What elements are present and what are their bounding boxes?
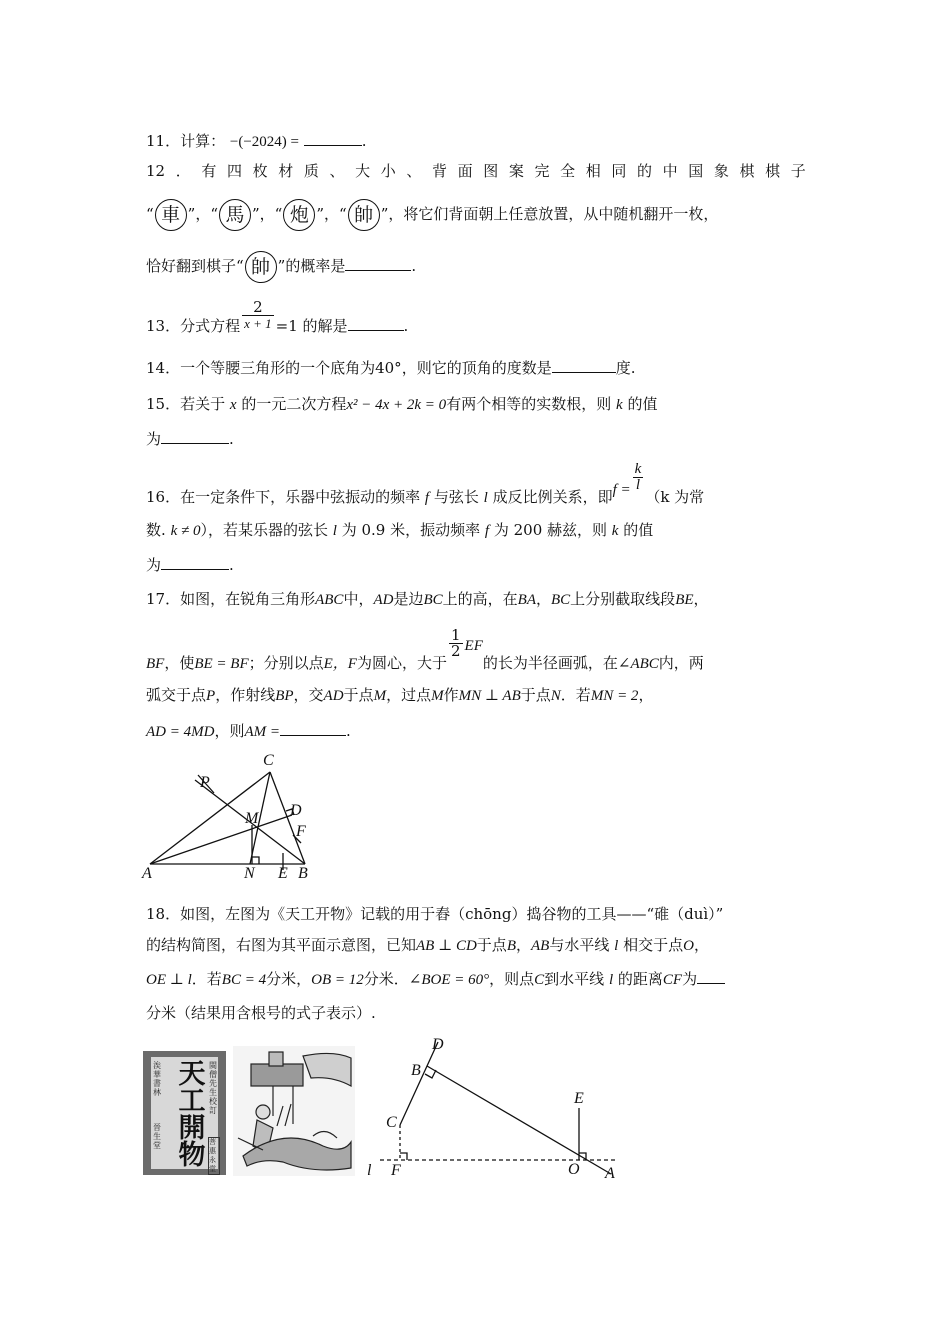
q12-line2-text: ，将它们背面朝上任意放置，从中随机翻开一枚， — [388, 205, 719, 223]
q12-line3-pre: 恰好翻到棋子“ — [146, 257, 244, 275]
book-right-text: 閩僧先生校訂 — [209, 1061, 217, 1115]
fig17-label-F: F — [296, 823, 306, 840]
chess-piece-ma: 馬 — [219, 199, 251, 231]
question-12-line3 — [146, 249, 416, 283]
q12-line1-char: 小 — [380, 162, 396, 180]
q12-line3-post: ”的概率是 — [277, 257, 346, 275]
q13-post: =1 的解是 — [275, 317, 348, 335]
q13-period: . — [403, 317, 409, 335]
q17-line2-ef: E，F — [323, 655, 357, 672]
q12-line1-char: 国 — [688, 162, 704, 180]
q17-line1-mid3: 上的高，在 — [442, 590, 518, 608]
q12-line1-char: 、 — [329, 162, 345, 180]
fig18-label-l: l — [367, 1162, 372, 1179]
q16-line2-mid: ），若某乐器的弦长 — [200, 521, 328, 539]
fig17-label-D: D — [290, 802, 302, 819]
fig17-label-B: B — [298, 865, 308, 880]
q15-answer-blank — [161, 427, 229, 444]
fig18-label-E: E — [574, 1090, 584, 1107]
q12-line1-char: 相 — [585, 162, 601, 180]
q14-pre: 14．一个等腰三角形的一个底角为 — [146, 359, 376, 377]
q12-line1-char: 棋 — [765, 162, 781, 180]
q17-half-num: 1 — [450, 626, 461, 644]
q18-line1: 18．如图，左图为《天工开物》记载的用于舂（chōng）捣谷物的工具——“碓（duì）” — [146, 905, 724, 923]
fig18-label-B: B — [411, 1062, 421, 1079]
q12-answer-blank — [345, 254, 411, 271]
q15-mid: 的一元二次方程 — [241, 395, 347, 413]
question-11 — [146, 129, 367, 153]
q17-line3-p: P — [206, 688, 216, 704]
q12-line1-char: 同 — [611, 162, 627, 180]
q17-be: BE — [675, 592, 694, 608]
q13-answer-blank — [348, 314, 404, 331]
fig17-label-A: A — [142, 865, 152, 880]
q13-numerator: 2 — [242, 300, 274, 316]
q15-period: . — [229, 430, 234, 448]
fig18-label-D: D — [432, 1036, 444, 1053]
q17-line2-c: 为圆心，大于 — [356, 653, 447, 672]
q16-condition: k ≠ 0 — [170, 523, 201, 539]
q17-line1-mid2: 是边 — [393, 590, 424, 608]
chess-piece-shuai-2: 帥 — [245, 251, 277, 283]
q16-var-f: f — [424, 489, 430, 506]
q12-line1-char: 中 — [662, 162, 678, 180]
q17-line2-EF: EF — [464, 637, 483, 654]
q17-line3-n: N — [550, 688, 561, 704]
q18-line2-AB: AB — [531, 938, 550, 954]
q15-var-x: x — [229, 397, 237, 413]
q18-answer-blank — [697, 967, 725, 984]
fig18-label-F: F — [391, 1162, 401, 1179]
q12-line1-char: 子 — [790, 162, 806, 180]
q18-line3-angle: ∠BOE = 60° — [408, 972, 490, 988]
q18-line3-a: ．若 — [191, 970, 222, 988]
q17-line3-mn2: MN = 2 — [590, 688, 639, 704]
q17-line3-f: 作 — [443, 686, 459, 704]
q16-period: . — [229, 556, 234, 574]
q18-line2-B: B — [506, 938, 516, 954]
q17-line3-d: 于点 — [343, 686, 374, 704]
q17-line3-m2: M — [431, 688, 444, 704]
q18-line2-d: 与水平线 — [549, 936, 610, 954]
q12-line1-char: 四 — [226, 162, 242, 180]
fig17-label-C: C — [263, 752, 274, 769]
q12-line1-char: 12 — [146, 162, 166, 180]
q17-answer-blank — [280, 719, 346, 736]
q16-formula-fraction — [633, 462, 644, 493]
q11-answer-blank — [304, 129, 362, 146]
q17-line2-a: ，使 — [164, 653, 195, 672]
fig17-label-P: P — [200, 774, 210, 791]
q12-line1-char: 的 — [636, 162, 652, 180]
q12-line1-char: 棋 — [739, 162, 755, 180]
q12-line1-char: 图 — [483, 162, 499, 180]
question-16-line2: 数. k ≠ 0），若某乐器的弦长 l 为 0.9 米，振动频率 f 为 200 赫兹，则 k 的值 — [146, 521, 654, 539]
q18-line2-c: ， — [515, 936, 531, 954]
q17-line1-mid4: ， — [535, 590, 551, 608]
q16-line2-pre: 数. — [146, 521, 166, 539]
q16-answer-blank — [161, 553, 229, 570]
q17-ad: AD — [373, 592, 394, 608]
q12-line1-char: 有 — [201, 162, 217, 180]
q16-line3: 为 — [146, 556, 162, 574]
question-17-line2 — [146, 626, 704, 672]
q18-line3-ob: OB = 12 — [311, 972, 364, 988]
q18-line2-l: l — [614, 938, 619, 954]
q14-mid: ，则它的顶角的度数是 — [401, 359, 552, 377]
q15-line2: 为 — [146, 430, 162, 448]
q15-post2: 的值 — [627, 395, 658, 413]
question-12-line1 — [146, 160, 806, 182]
tiangong-kaiwu-book-cover — [143, 1051, 226, 1175]
q18-line3-e: 到水平线 — [544, 970, 605, 988]
q14-tail: 度. — [615, 359, 636, 377]
q17-line3-a: 弧交于点 — [146, 686, 207, 704]
q17-comma: ， — [693, 590, 709, 608]
q14-answer-blank — [552, 356, 616, 373]
q18-line3-oe: OE ⊥ l — [146, 972, 192, 988]
q12-period: . — [411, 257, 417, 275]
q18-line3-d: ，则点 — [489, 970, 535, 988]
q17-line4-am: AM = — [244, 724, 280, 740]
q18-line4: 分米（结果用含根号的式子表示）. — [146, 1004, 376, 1022]
q15-equation: x² − 4x + 2k = 0 — [346, 397, 447, 413]
q16-formula-num: k — [634, 461, 642, 477]
q17-bc: BC — [423, 592, 443, 608]
q18-line3-C: C — [534, 972, 545, 988]
question-18-line1 — [146, 903, 723, 925]
fig18-label-O: O — [568, 1161, 580, 1178]
q16-formula-left: f = — [612, 481, 631, 498]
question-12-line2: “ 車 ”，“ 馬 ”，“ 炮 ”，“ 帥 ”，将它们背面朝上任意放置，从中随机翻开一枚， — [146, 197, 718, 231]
q17-line3-m: M — [373, 688, 387, 704]
q17-line3-b: ，作射线 — [215, 686, 276, 704]
q17-line3-bp: BP — [275, 688, 294, 704]
q18-line3-b: 分米， — [266, 970, 312, 988]
figure-18-schematic — [355, 1030, 635, 1190]
q18-line2-b: 于点 — [476, 936, 507, 954]
chess-piece-che: 車 — [155, 199, 187, 231]
question-18-line4 — [146, 1002, 376, 1024]
question-15-line1 — [146, 393, 657, 416]
chess-piece-shuai: 帥 — [348, 199, 380, 231]
q17-bc2: BC — [551, 592, 571, 608]
q11-text: 计算： — [180, 132, 226, 150]
q13-fraction — [242, 300, 274, 331]
book-left-text-2: 晉生堂 — [153, 1123, 161, 1150]
q17-line1-mid: 中， — [343, 590, 374, 608]
q16-mid: 与弦长 — [433, 487, 479, 506]
q16-mid2: 成反比例关系，即 — [492, 487, 613, 506]
q12-line1-char: 质 — [303, 162, 319, 180]
fig17-label-E: E — [278, 865, 288, 880]
q17-line2-angle: ∠ABC — [617, 655, 659, 672]
q12-line1-char: 全 — [560, 162, 576, 180]
q12-line1-char: 大 — [355, 162, 371, 180]
question-16-line1 — [146, 461, 705, 506]
q12-line1-char: 完 — [534, 162, 550, 180]
q17-abc: ABC — [315, 592, 344, 608]
q17-line3-ad: AD — [323, 688, 344, 704]
question-16-line3 — [146, 553, 234, 576]
q12-line1-char: ． — [175, 162, 191, 180]
q16-pre: 16．在一定条件下，乐器中弦振动的频率 — [146, 487, 421, 506]
q12-line1-char: 、 — [406, 162, 422, 180]
q18-line2-ab: AB ⊥ CD — [416, 938, 477, 954]
q18-line3-bc: BC = 4 — [221, 972, 267, 988]
q18-line3-f: 的距离 — [617, 970, 663, 988]
q12-line1-char: 面 — [457, 162, 473, 180]
q16-var-l: l — [483, 489, 488, 506]
q18-line2-O: O — [683, 938, 694, 954]
q17-half-den: 2 — [450, 642, 461, 660]
q18-line3-l: l — [608, 972, 614, 988]
q18-line2-e: 相交于点 — [623, 936, 684, 954]
book-title: 天工開物 — [178, 1059, 206, 1171]
q15-pre: 15．若关于 — [146, 395, 226, 413]
q17-line1-pre: 17．如图，在锐角三角形 — [146, 590, 316, 608]
q17-line3-h: ．若 — [560, 686, 591, 704]
question-17-line4 — [146, 719, 351, 743]
q17-line3-i: ， — [638, 686, 654, 704]
q18-line3-g: 为 — [682, 970, 698, 988]
question-14 — [146, 356, 635, 379]
q13-denominator: x + 1 — [244, 316, 272, 331]
dui-tool-illustration — [233, 1046, 355, 1176]
q13-pre: 13．分式方程 — [146, 317, 241, 335]
q17-line4-a: ，则 — [214, 722, 245, 740]
q16-line2-post: 的值 — [623, 521, 654, 539]
q11-number: 11． — [146, 132, 181, 150]
q11-expression: −(−2024) = — [229, 134, 300, 150]
q12-line1-char: 枚 — [252, 162, 268, 180]
book-seal: 菩惠永堂 — [208, 1137, 220, 1175]
q17-line3-e: ，过点 — [386, 686, 432, 704]
fig17-label-N: N — [244, 865, 255, 880]
q17-ba: BA — [517, 592, 536, 608]
q12-line1-char: 背 — [431, 162, 447, 180]
q17-line2-d: 的长为半径画弧，在 — [482, 653, 618, 672]
fig17-label-M: M — [245, 810, 259, 827]
q16-line2-mid3: 为 200 赫兹，则 — [493, 521, 608, 539]
q17-line3-mn: MN ⊥ AB — [458, 688, 521, 704]
q17-line2-e: 内，两 — [658, 653, 704, 672]
q17-line3-g: 于点 — [520, 686, 551, 704]
q12-line1-char: 象 — [713, 162, 729, 180]
q17-tail: . — [346, 722, 351, 740]
q11-period: . — [361, 132, 367, 150]
q17-line2-b: ；分别以点 — [248, 653, 324, 672]
q16-formula-den: l — [635, 477, 641, 493]
q17-line1-post: 上分别截取线段 — [570, 590, 676, 608]
question-18-line2 — [146, 934, 709, 957]
question-15-line2 — [146, 427, 234, 450]
q17-half-fraction — [449, 628, 463, 659]
q14-angle: 40° — [375, 359, 402, 377]
q17-line2-bf: BF — [146, 655, 165, 672]
question-13 — [146, 298, 409, 335]
q18-line2-a: 的结构简图，右图为其平面示意图，已知 — [146, 936, 417, 954]
q17-line3-c: ，交 — [293, 686, 324, 704]
q17-line4-eq: AD = 4MD — [146, 724, 215, 740]
question-18-line3 — [146, 967, 725, 991]
book-left-text: 涘華書林 — [153, 1061, 161, 1097]
q16-line2-mid2: 为 0.9 米，振动频率 — [341, 521, 481, 539]
chess-piece-pao: 炮 — [283, 199, 315, 231]
q12-line1-char: 材 — [278, 162, 294, 180]
q12-line1-char: 案 — [508, 162, 524, 180]
figure-17-triangle — [140, 745, 320, 880]
q17-line2-eq: BE = BF — [194, 655, 249, 672]
q18-line2-f: ， — [693, 936, 709, 954]
question-17-line1 — [146, 588, 709, 611]
q15-post: 有两个相等的实数根，则 — [446, 395, 612, 413]
fig18-label-C: C — [386, 1114, 397, 1131]
fig18-label-A: A — [605, 1165, 615, 1182]
q16-post: （k 为常 — [645, 487, 705, 506]
q15-var-k: k — [615, 397, 623, 413]
question-17-line3 — [146, 684, 653, 707]
q18-line3-c: 分米． — [363, 970, 409, 988]
q18-line3-cf: CF — [662, 972, 683, 988]
